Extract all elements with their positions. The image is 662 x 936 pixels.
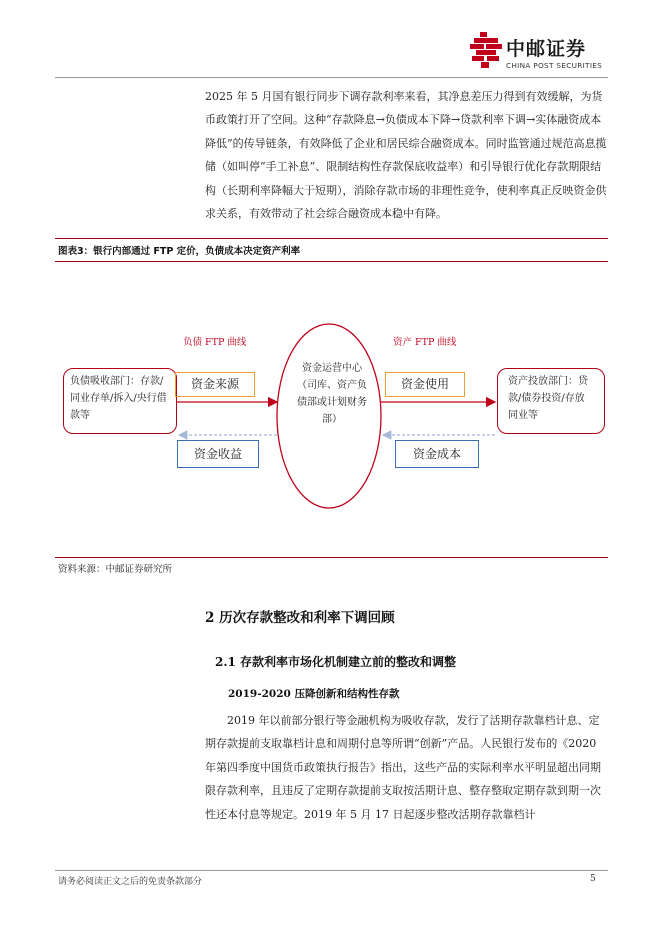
funds-cost-box: 资金成本 bbox=[395, 440, 479, 468]
funds-source-box: 资金来源 bbox=[175, 372, 255, 397]
figure-title: 图表3：银行内部通过 FTP 定价，负债成本决定资产利率 bbox=[58, 246, 301, 257]
logo-english-name: CHINA POST SECURITIES bbox=[506, 61, 603, 70]
ftp-diagram bbox=[55, 290, 608, 520]
footer-disclaimer: 请务必阅读正文之后的免责条款部分 bbox=[58, 877, 203, 887]
logo-name: 中邮证券 bbox=[506, 38, 587, 60]
funds-income-box: 资金收益 bbox=[177, 440, 259, 468]
section-paragraph: 2019 年以前部分银行等金融机构为吸收存款，发行了活期存款靠档计息、定期存款提前支取靠档计息和周期付息等所谓“创新”产品。人民银行发布的《2020 年第四季度中国货币政策执行报告》指出，这些产品的实际利率水平明显超出同期限存款利率，且违反了定期存款提前支取按活期计息、整存整取定期存款到期一次性还本付息等规定。2019 年 5 月 17 日起逐步整改活期存款靠档计 bbox=[205, 714, 601, 821]
logo-mark-icon bbox=[470, 30, 504, 70]
minor-heading: 2019-2020 压降创新和结构性存款 bbox=[228, 688, 400, 700]
page-number: 5 bbox=[590, 874, 596, 884]
header-divider bbox=[55, 77, 608, 78]
asset-curve-label: 资产 FTP 曲线 bbox=[393, 337, 457, 348]
subsection-title: 2.1 存款利率市场化机制建立前的整改和调整 bbox=[215, 655, 457, 669]
asset-dept-box: 资产投放部门：贷款/债券投资/存放同业等 bbox=[497, 368, 605, 434]
section-title: 2 历次存款整改和利率下调回顾 bbox=[205, 610, 395, 626]
liability-dept-box: 负债吸收部门：存款/同业存单/拆入/央行借款等 bbox=[63, 368, 177, 434]
center-label: 资金运营中心（司库、资产负债部或计划财务部） bbox=[297, 363, 367, 425]
funds-use-box: 资金使用 bbox=[385, 372, 465, 397]
figure-title-bar bbox=[55, 238, 608, 262]
liability-curve-label: 负债 FTP 曲线 bbox=[183, 337, 247, 348]
footer-divider bbox=[55, 870, 608, 871]
company-logo bbox=[470, 30, 615, 76]
figure-bottom-divider bbox=[55, 557, 608, 558]
intro-paragraph: 2025 年 5 月国有银行同步下调存款利率来看，其净息差压力得到有效缓解，为货币政策打开了空间。这种“存款降息→负债成本下降→贷款利率下调→实体融资成本降低”的传导链条，有效降低了企业和居民综合融资成本。同时监管通过规范高息揽储（如叫停“手工补息”、限制结构性存款保底收益率）和引导银行优化存款期限结构（长期利率降幅大于短期），消除存款市场的非理性竞争，使利率真正反映资金供求关系，有效带动了社会综合融资成本稳中有降。 bbox=[205, 90, 607, 221]
figure-source: 资料来源：中邮证券研究所 bbox=[58, 564, 173, 575]
